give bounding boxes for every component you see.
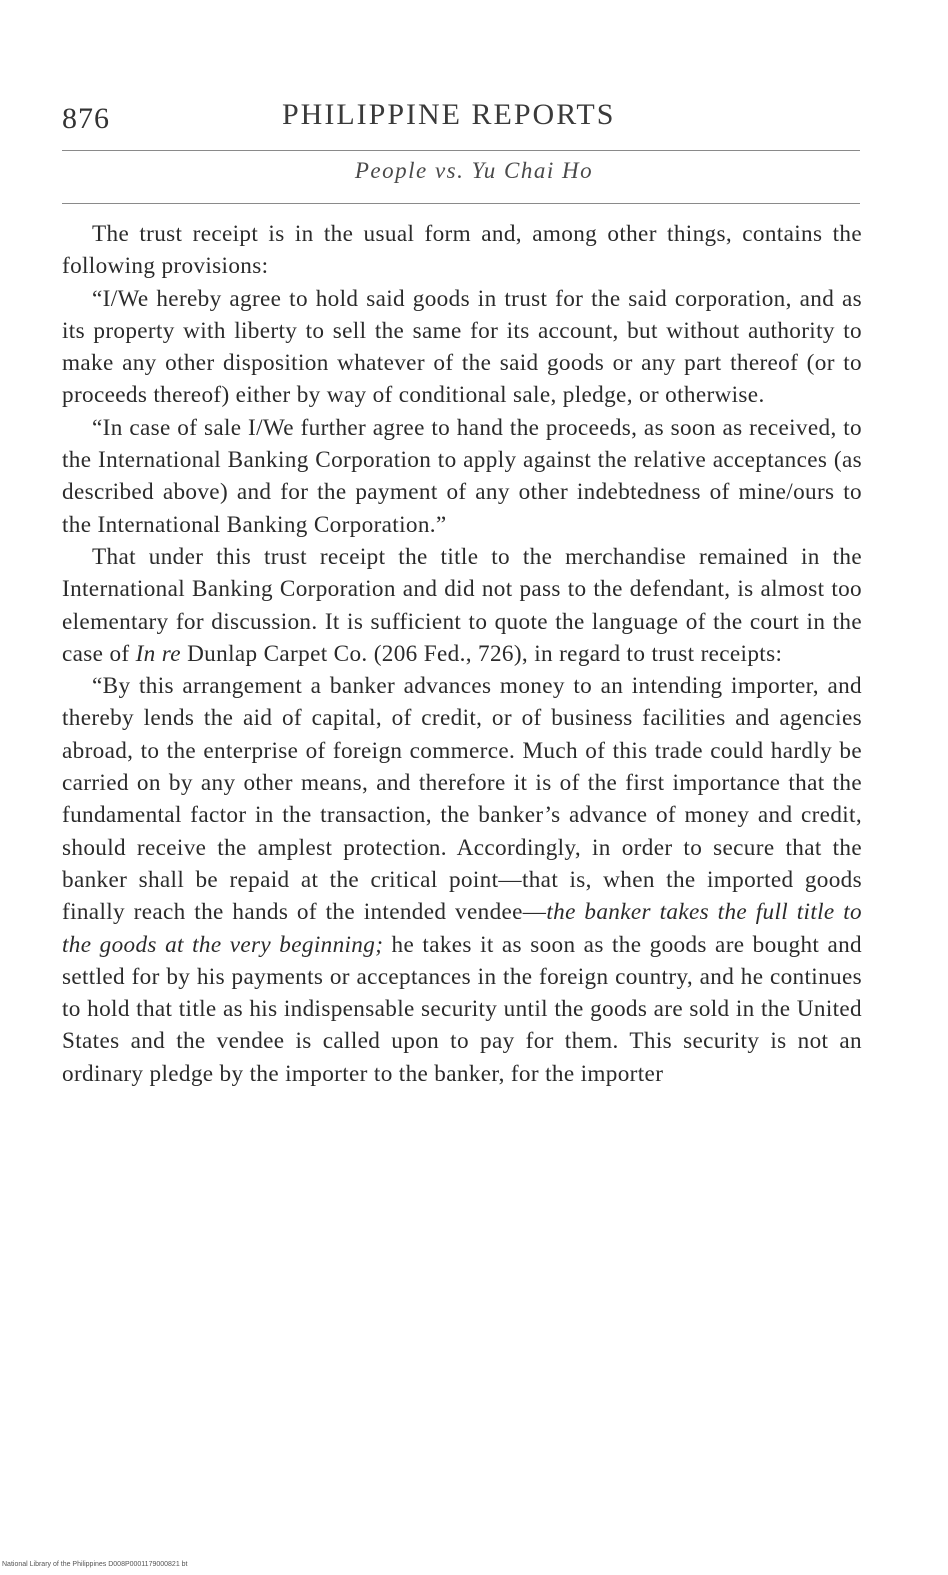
header-rule-bottom: [62, 203, 860, 204]
body-text: [62, 218, 862, 1090]
paragraph-4: [62, 541, 862, 670]
paragraph-4-text-a: That under this trust receipt the title to the merchandise remained in the International Banking Corporation and did not pass to the defendant, is almost too elementary for discussion. It is sufficient to quote the language of the court in the case of: [62, 543, 862, 667]
case-caption: People vs. Yu Chai Ho: [354, 158, 594, 183]
paragraph-1: The trust receipt is in the usual form and, among other things, contains the following provisions:: [62, 221, 862, 280]
paragraph-5: [62, 670, 862, 1090]
paragraph-4-text-b: Dunlap Carpet Co. (206 Fed., 726), in regard to trust receipts:: [180, 640, 783, 667]
paragraph-5-italic: the banker takes the full title to the goods at the very beginning;: [62, 899, 862, 958]
header-rule-top: [62, 150, 860, 151]
paragraph-4-case-name: In re: [135, 640, 181, 667]
paragraph-3: “In case of sale I/We further agree to hand the proceeds, as soon as received, to the International Banking Corporation to apply against the relative acceptances (as described above) and for the payment of any other indebtedness of mine/ours to the International Banking Corporation.”: [62, 414, 862, 538]
page-number: 876: [62, 102, 110, 135]
scan-footer-note: National Library of the Philippines D008P0001179000821 bt: [2, 1561, 188, 1568]
running-title: PHILIPPINE REPORTS: [282, 98, 616, 131]
paragraph-5-text-a: “By this arrangement a banker advances money to an intending importer, and thereby lends the aid of capital, of credit, or of business facilities and agencies abroad, to the enterprise of foreign commerce. Much of this trade could hardly be carried on by any other means, and therefore it is of the first importance that the fundamental factor in the transaction, the banker’s advance of money and credit, should receive the amplest protection. Accordingly, in order to secure that the banker shall be repaid at the critical point—that is, when the imported goods finally reach the hands of the intended vendee—: [62, 673, 862, 926]
paragraph-5-text-b: he takes it as soon as the goods are bought and settled for by his payments or acceptances in the foreign country, and he continues to hold that title as his indispensable security until the goods are sold in the United States and the vendee is called upon to pay for them. This security is not an ordinary pledge by the importer to the banker, for the importer: [62, 931, 862, 1087]
page-header: [62, 96, 860, 140]
paragraph-2: “I/We hereby agree to hold said goods in trust for the said corporation, and as its property with liberty to sell the same for its account, but without authority to make any other disposition whatever of the said goods or any part thereof (or to proceeds thereof) either by way of conditional sale, pledge, or otherwise.: [62, 285, 862, 409]
